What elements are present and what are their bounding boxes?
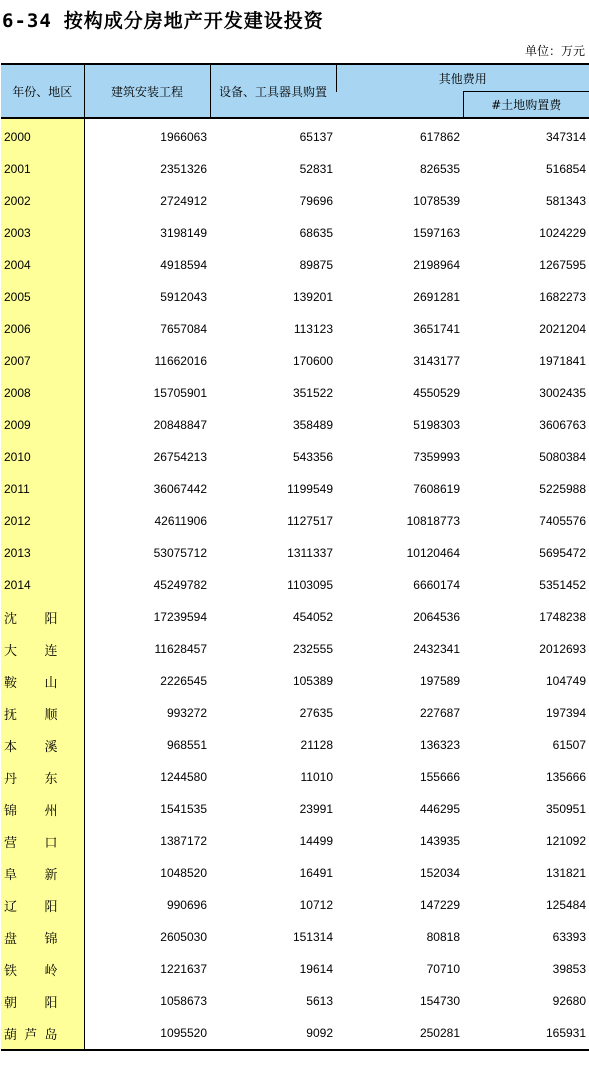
row-label xyxy=(1,665,84,697)
land-purchase-value: 104749 xyxy=(545,674,587,688)
equipment-value: 16491 xyxy=(299,866,333,880)
table-row xyxy=(1,857,589,889)
other-costs-value: 617862 xyxy=(419,130,460,144)
construction-value: 2351326 xyxy=(160,162,207,176)
region-char: 新 xyxy=(44,867,58,883)
region-char: 铁 xyxy=(4,963,18,979)
construction-value: 17239594 xyxy=(153,610,207,624)
table-row xyxy=(1,793,589,825)
other-costs-value: 2198964 xyxy=(413,258,460,272)
construction-value: 3198149 xyxy=(160,226,207,240)
table-row xyxy=(1,953,589,985)
row-label: 2006 xyxy=(1,313,84,345)
row-label xyxy=(1,953,84,985)
header-other-costs: 其他费用 xyxy=(336,64,589,92)
investment-table xyxy=(1,63,589,1051)
region-name xyxy=(4,928,84,947)
construction-value: 2605030 xyxy=(160,930,207,944)
other-costs-value: 10818773 xyxy=(406,514,460,528)
equipment-value: 23991 xyxy=(299,802,333,816)
table-header xyxy=(1,64,589,118)
construction-value: 1058673 xyxy=(160,994,207,1008)
region-char: 锦 xyxy=(4,803,18,819)
equipment-value: 10712 xyxy=(299,898,333,912)
region-char: 阜 xyxy=(4,867,18,883)
row-label xyxy=(1,985,84,1017)
region-char: 东 xyxy=(44,771,58,787)
row-label xyxy=(1,729,84,761)
row-label xyxy=(1,921,84,953)
equipment-value: 454052 xyxy=(292,610,333,624)
table-row xyxy=(1,409,589,441)
other-costs-value: 3651741 xyxy=(413,322,460,336)
other-costs-value: 80818 xyxy=(426,930,460,944)
region-char: 葫 xyxy=(4,1027,18,1043)
table-row xyxy=(1,473,589,505)
row-label xyxy=(1,857,84,889)
construction-value: 42611906 xyxy=(154,514,207,528)
table-row xyxy=(1,118,589,153)
land-purchase-value: 5080384 xyxy=(539,450,587,464)
construction-value: 11662016 xyxy=(154,354,207,368)
land-purchase-value: 131821 xyxy=(545,866,587,880)
other-costs-value: 143935 xyxy=(419,834,460,848)
other-costs-value: 5198303 xyxy=(413,418,460,432)
other-costs-value: 2432341 xyxy=(413,642,460,656)
region-name xyxy=(4,832,84,851)
region-char: 州 xyxy=(44,803,58,819)
equipment-value: 68635 xyxy=(299,226,333,240)
region-name xyxy=(4,704,84,723)
land-purchase-value: 92680 xyxy=(552,994,587,1008)
equipment-value: 1127517 xyxy=(287,514,333,528)
construction-value: 53075712 xyxy=(153,546,207,560)
land-purchase-value: 125484 xyxy=(545,898,587,912)
construction-value: 1541535 xyxy=(160,802,207,816)
region-name xyxy=(4,768,84,787)
region-name xyxy=(4,640,84,659)
other-costs-value: 2064536 xyxy=(413,610,460,624)
region-name xyxy=(4,1024,84,1043)
other-costs-value: 136323 xyxy=(419,738,460,752)
table-number: 6-34 xyxy=(2,10,52,32)
region-char: 本 xyxy=(4,739,18,755)
region-char: 沈 xyxy=(4,611,18,627)
region-char: 鞍 xyxy=(4,675,18,691)
table-row xyxy=(1,729,589,761)
equipment-value: 65137 xyxy=(299,130,333,144)
other-costs-value: 7359993 xyxy=(413,450,460,464)
land-purchase-value: 7405576 xyxy=(539,514,587,528)
land-purchase-value: 3002435 xyxy=(539,386,587,400)
row-label: 2003 xyxy=(1,217,84,249)
table-row xyxy=(1,601,589,633)
header-equipment: 设备、工具器具购置 xyxy=(210,64,336,118)
land-purchase-value: 3606763 xyxy=(539,418,587,432)
other-costs-value: 6660174 xyxy=(413,578,460,592)
table-row xyxy=(1,697,589,729)
row-label: 2009 xyxy=(1,409,84,441)
other-costs-value: 7608619 xyxy=(413,482,460,496)
equipment-value: 105389 xyxy=(292,674,333,688)
equipment-value: 1199549 xyxy=(287,482,333,496)
table-row xyxy=(1,505,589,537)
other-costs-value: 250281 xyxy=(336,1017,463,1050)
land-purchase-value: 197394 xyxy=(545,706,587,720)
equipment-value: 543356 xyxy=(292,450,333,464)
other-costs-value: 152034 xyxy=(419,866,460,880)
unit-label: 单位：万元 xyxy=(524,44,585,58)
table-row xyxy=(1,345,589,377)
other-costs-value: 154730 xyxy=(419,994,460,1008)
table-title-text: 按构成分房地产开发建设投资 xyxy=(63,10,324,32)
row-label: 2012 xyxy=(1,505,84,537)
land-purchase-value: 1682273 xyxy=(539,290,587,304)
row-label: 2011 xyxy=(1,473,84,505)
equipment-value: 232555 xyxy=(292,642,333,656)
equipment-value: 358489 xyxy=(292,418,333,432)
table-row xyxy=(1,569,589,601)
equipment-value: 170600 xyxy=(292,354,333,368)
table-row xyxy=(1,313,589,345)
header-year-region: 年份、地区 xyxy=(1,64,84,118)
construction-value: 1221637 xyxy=(160,962,207,976)
other-costs-value: 1597163 xyxy=(413,226,460,240)
region-char: 岛 xyxy=(44,1027,58,1043)
land-purchase-value: 516854 xyxy=(545,162,587,176)
row-label: 2010 xyxy=(1,441,84,473)
region-name xyxy=(4,992,84,1011)
region-char: 大 xyxy=(4,643,18,659)
region-name xyxy=(4,896,84,915)
construction-value: 2226545 xyxy=(160,674,207,688)
region-char: 芦 xyxy=(24,1027,38,1043)
row-label xyxy=(1,633,84,665)
page-title xyxy=(2,6,324,33)
region-char: 阳 xyxy=(44,995,58,1011)
region-name xyxy=(4,608,84,627)
row-label xyxy=(1,1017,84,1050)
table-row xyxy=(1,249,589,281)
equipment-value: 1103095 xyxy=(287,578,333,592)
construction-value: 45249782 xyxy=(153,578,207,592)
other-costs-value: 446295 xyxy=(419,802,460,816)
row-label: 2001 xyxy=(1,153,84,185)
region-name xyxy=(4,736,84,755)
table-row xyxy=(1,985,589,1017)
other-costs-value: 227687 xyxy=(419,706,460,720)
region-char: 朝 xyxy=(4,995,18,1011)
table-body xyxy=(1,118,589,1050)
construction-value: 20848847 xyxy=(153,418,207,432)
row-label xyxy=(1,825,84,857)
land-purchase-value: 347314 xyxy=(545,130,587,144)
other-costs-value: 826535 xyxy=(419,162,460,176)
row-label: 2005 xyxy=(1,281,84,313)
construction-value: 1387172 xyxy=(160,834,207,848)
row-label: 2004 xyxy=(1,249,84,281)
region-char: 口 xyxy=(44,835,58,851)
region-char: 抚 xyxy=(4,707,18,723)
construction-value: 990696 xyxy=(166,898,207,912)
equipment-value: 21128 xyxy=(300,738,333,752)
equipment-value: 1311337 xyxy=(287,546,333,560)
header-land-purchase: #土地购置费 xyxy=(463,92,589,119)
land-purchase-value: 5225988 xyxy=(539,482,587,496)
equipment-value: 5613 xyxy=(306,994,333,1008)
row-label: 2014 xyxy=(1,569,84,601)
region-name xyxy=(4,672,84,691)
row-label: 2013 xyxy=(1,537,84,569)
equipment-value: 151314 xyxy=(292,930,333,944)
row-label: 2000 xyxy=(1,118,84,153)
land-purchase-value: 1971841 xyxy=(539,354,587,368)
other-costs-value: 197589 xyxy=(419,674,460,688)
table-row xyxy=(1,921,589,953)
region-char: 连 xyxy=(44,643,58,659)
construction-value: 993272 xyxy=(166,706,207,720)
land-purchase-value: 1267595 xyxy=(539,258,587,272)
row-label xyxy=(1,793,84,825)
land-purchase-value: 2021204 xyxy=(539,322,587,336)
construction-value: 5912043 xyxy=(160,290,207,304)
table-row xyxy=(1,153,589,185)
table-row xyxy=(1,217,589,249)
other-costs-value: 3143177 xyxy=(413,354,460,368)
land-purchase-value: 61507 xyxy=(552,738,587,752)
row-label: 2008 xyxy=(1,377,84,409)
region-char: 岭 xyxy=(44,963,58,979)
construction-value: 1244580 xyxy=(160,770,207,784)
region-char: 营 xyxy=(4,835,18,851)
region-char: 辽 xyxy=(4,899,18,915)
land-purchase-value: 1748238 xyxy=(539,610,587,624)
region-char: 溪 xyxy=(44,739,58,755)
construction-value: 1966063 xyxy=(160,130,207,144)
equipment-value: 89875 xyxy=(299,258,333,272)
land-purchase-value: 2012693 xyxy=(539,642,587,656)
header-spacer xyxy=(336,92,463,119)
other-costs-value: 10120464 xyxy=(406,546,460,560)
equipment-value: 19614 xyxy=(299,962,333,976)
land-purchase-value: 121092 xyxy=(545,834,587,848)
construction-value: 36067442 xyxy=(153,482,207,496)
construction-value: 2724912 xyxy=(160,194,207,208)
other-costs-value: 147229 xyxy=(419,898,460,912)
table-row xyxy=(1,185,589,217)
region-char: 山 xyxy=(44,675,58,691)
construction-value: 11628457 xyxy=(154,642,207,656)
region-char: 盘 xyxy=(4,931,18,947)
construction-value: 7657084 xyxy=(160,322,207,336)
row-label xyxy=(1,761,84,793)
table-row xyxy=(1,377,589,409)
equipment-value: 27635 xyxy=(299,706,333,720)
land-purchase-value: 165931 xyxy=(463,1017,589,1050)
equipment-value: 11010 xyxy=(300,770,333,784)
equipment-value: 52831 xyxy=(299,162,333,176)
region-name xyxy=(4,800,84,819)
table-row xyxy=(1,537,589,569)
table-row xyxy=(1,761,589,793)
construction-value: 1048520 xyxy=(160,866,207,880)
region-char: 阳 xyxy=(44,899,58,915)
table-row xyxy=(1,281,589,313)
table-row xyxy=(1,825,589,857)
construction-value: 4918594 xyxy=(160,258,207,272)
land-purchase-value: 63393 xyxy=(552,930,587,944)
header-construction: 建筑安装工程 xyxy=(84,64,210,118)
row-label xyxy=(1,601,84,633)
land-purchase-value: 5351452 xyxy=(539,578,587,592)
land-purchase-value: 1024229 xyxy=(539,226,587,240)
region-name xyxy=(4,864,84,883)
construction-value: 15705901 xyxy=(153,386,207,400)
region-char: 顺 xyxy=(44,707,58,723)
table-row xyxy=(1,633,589,665)
equipment-value: 139201 xyxy=(292,290,333,304)
row-label: 2002 xyxy=(1,185,84,217)
row-label xyxy=(1,697,84,729)
construction-value: 26754213 xyxy=(153,450,207,464)
table-row xyxy=(1,441,589,473)
row-label: 2007 xyxy=(1,345,84,377)
region-name xyxy=(4,960,84,979)
equipment-value: 79696 xyxy=(299,194,333,208)
table-row xyxy=(1,889,589,921)
region-char: 丹 xyxy=(4,771,18,787)
land-purchase-value: 581343 xyxy=(545,194,587,208)
equipment-value: 113123 xyxy=(293,322,333,336)
equipment-value: 351522 xyxy=(292,386,333,400)
land-purchase-value: 350951 xyxy=(545,802,587,816)
land-purchase-value: 5695472 xyxy=(539,546,587,560)
land-purchase-value: 135666 xyxy=(545,770,587,784)
other-costs-value: 155666 xyxy=(419,770,460,784)
row-label xyxy=(1,889,84,921)
construction-value: 968551 xyxy=(166,738,207,752)
construction-value: 1095520 xyxy=(84,1017,210,1050)
table-row xyxy=(1,665,589,697)
equipment-value: 14499 xyxy=(299,834,333,848)
other-costs-value: 4550529 xyxy=(413,386,460,400)
land-purchase-value: 39853 xyxy=(552,962,587,976)
region-char: 阳 xyxy=(44,611,58,627)
table-row xyxy=(1,1017,589,1050)
equipment-value: 9092 xyxy=(210,1017,336,1050)
other-costs-value: 1078539 xyxy=(413,194,460,208)
other-costs-value: 70710 xyxy=(426,962,460,976)
other-costs-value: 2691281 xyxy=(413,290,460,304)
region-char: 锦 xyxy=(44,931,58,947)
